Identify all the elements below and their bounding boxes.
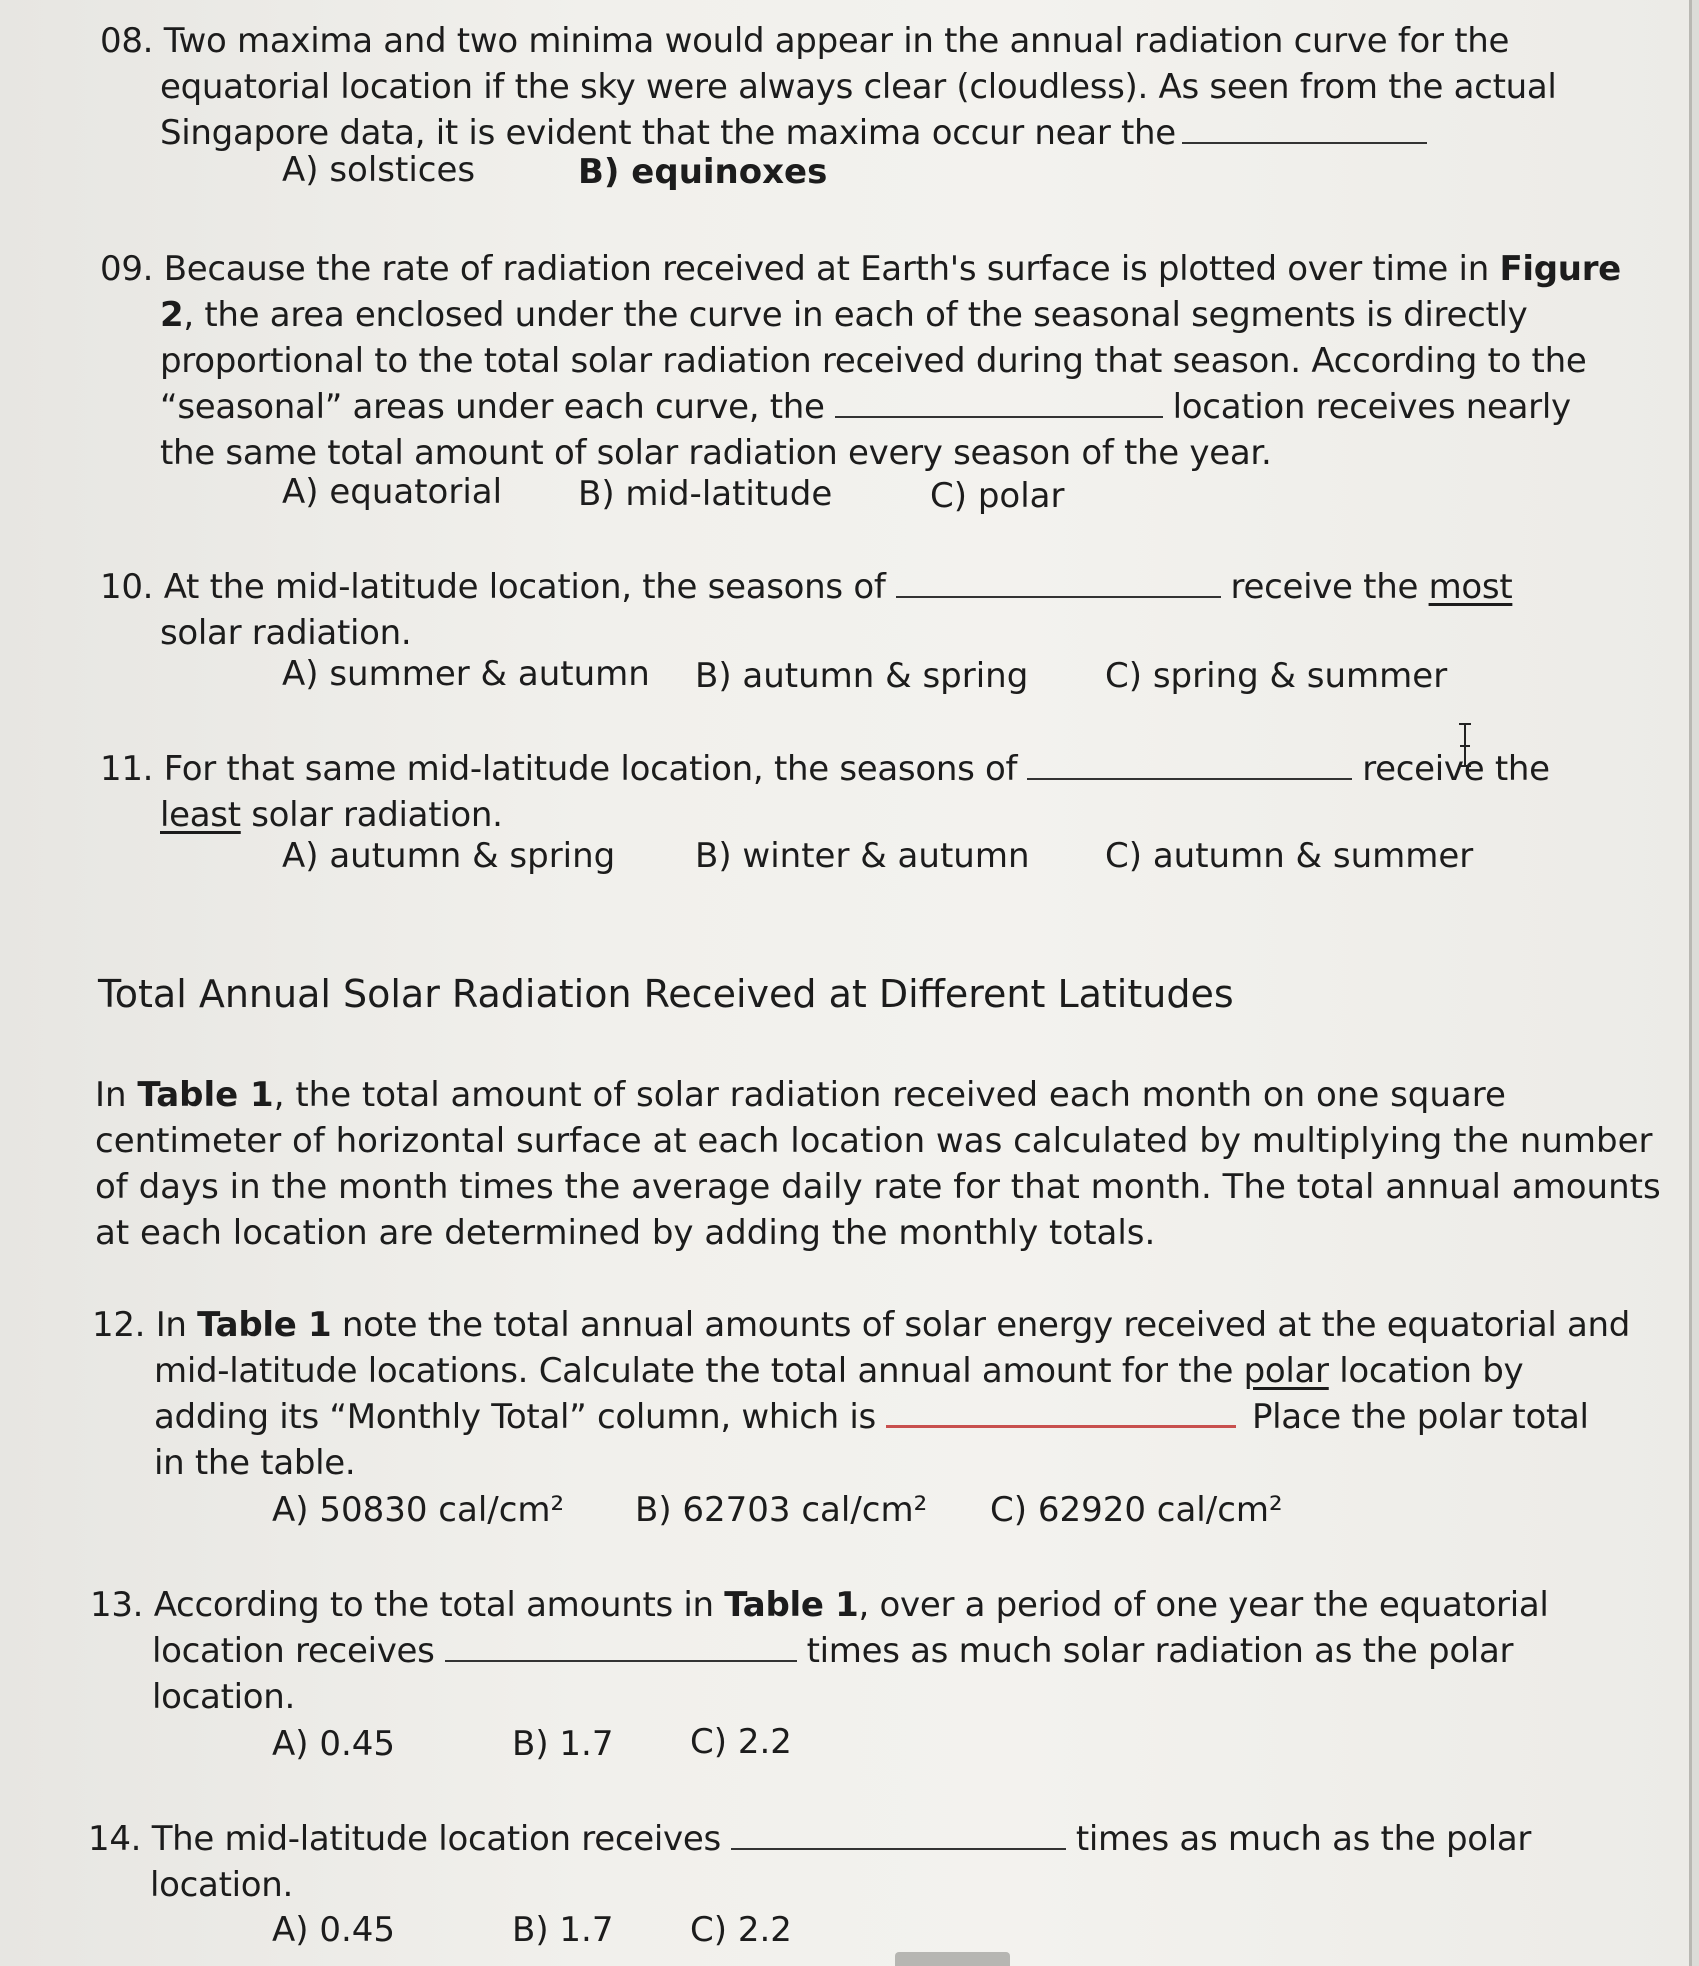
question-12 (92, 1302, 1630, 1486)
question-10 (100, 564, 1512, 656)
paragraph-text: , the total amount of solar radiation received each month on one square (273, 1075, 1506, 1115)
question-number: 11. (100, 749, 154, 789)
question-text: note the total annual amounts of solar energy received at the equatorial and (331, 1305, 1631, 1345)
question-text: , the area enclosed under the curve in each of the seasonal segments is directly (183, 295, 1528, 335)
question-text: mid-latitude locations. Calculate the total annual amount for the (154, 1351, 1244, 1391)
scroll-tab[interactable] (895, 1952, 1010, 1966)
answer-blank[interactable] (731, 1847, 1066, 1850)
paragraph-text: at each location are determined by adding the monthly totals. (95, 1213, 1156, 1253)
question-text: , over a period of one year the equatorial (858, 1585, 1549, 1625)
option-c[interactable]: C) spring & summer (1105, 656, 1448, 696)
table-reference: Table 1 (724, 1585, 859, 1625)
figure-reference: 2 (160, 295, 184, 335)
question-text: solar radiation. (240, 795, 503, 835)
option-c[interactable]: C) polar (930, 476, 1065, 516)
question-text: Because the rate of radiation received at Earth's surface is plotted over time in (163, 249, 1500, 289)
question-number: 13. (90, 1585, 144, 1625)
question-number: 09. (100, 249, 154, 289)
question-14 (88, 1816, 1531, 1908)
option-b[interactable]: B) autumn & spring (695, 656, 1029, 696)
question-text: Place the polar total (1251, 1397, 1589, 1437)
answer-blank[interactable] (835, 415, 1163, 418)
question-text: For that same mid-latitude location, the seasons of (163, 749, 1018, 789)
figure-reference: Figure (1499, 249, 1621, 289)
answer-blank[interactable] (886, 1424, 1236, 1428)
question-text: According to the total amounts in (153, 1585, 725, 1625)
section-paragraph (95, 1072, 1661, 1256)
question-text: in the table. (154, 1443, 356, 1483)
option-a[interactable]: A) equatorial (282, 472, 503, 512)
option-c[interactable]: C) autumn & summer (1105, 836, 1474, 876)
emphasis-least: least (160, 795, 241, 835)
emphasis-polar: polar (1243, 1351, 1329, 1391)
option-a[interactable]: A) summer & autumn (282, 654, 650, 694)
option-c[interactable]: C) 62920 cal/cm² (990, 1490, 1283, 1530)
question-number: 14. (88, 1819, 142, 1859)
question-text: the same total amount of solar radiation every season of the year. (160, 433, 1272, 473)
option-c[interactable]: C) 2.2 (690, 1722, 792, 1762)
question-09 (100, 246, 1621, 476)
option-b[interactable]: B) 1.7 (512, 1910, 614, 1950)
table-reference: Table 1 (197, 1305, 332, 1345)
option-a[interactable]: A) 0.45 (272, 1724, 396, 1764)
section-heading: Total Annual Solar Radiation Received at Different Latitudes (98, 972, 1234, 1016)
question-text: “seasonal” areas under each curve, the (160, 387, 825, 427)
option-c[interactable]: C) 2.2 (690, 1910, 792, 1950)
question-text: location receives nearly (1172, 387, 1571, 427)
option-a[interactable]: A) 0.45 (272, 1910, 396, 1950)
option-a[interactable]: A) autumn & spring (282, 836, 616, 876)
table-reference: Table 1 (137, 1075, 274, 1115)
question-text: location by (1328, 1351, 1524, 1391)
answer-blank[interactable] (1027, 777, 1352, 780)
question-08 (100, 18, 1557, 156)
option-b[interactable]: B) equinoxes (578, 152, 828, 192)
question-text: Two maxima and two minima would appear in the annual radiation curve for the (163, 21, 1510, 61)
option-b[interactable]: B) 62703 cal/cm² (635, 1490, 928, 1530)
question-text: times as much as the polar (1075, 1819, 1532, 1859)
option-a[interactable]: A) solstices (282, 150, 476, 190)
question-11 (100, 746, 1550, 838)
question-text: times as much solar radiation as the polar (806, 1631, 1514, 1671)
question-text: receive the (1362, 749, 1550, 789)
question-text: location. (152, 1677, 296, 1717)
question-text: location receives (152, 1631, 435, 1671)
answer-blank[interactable] (1182, 141, 1427, 144)
question-text: receive the (1230, 567, 1429, 607)
question-text: In (155, 1305, 198, 1345)
option-b[interactable]: B) mid-latitude (578, 474, 833, 514)
question-text: solar radiation. (160, 613, 412, 653)
question-text: location. (150, 1865, 294, 1905)
text-cursor-icon (1456, 722, 1474, 768)
question-number: 12. (92, 1305, 146, 1345)
question-number: 10. (100, 567, 154, 607)
question-text: proportional to the total solar radiation received during that season. According to the (160, 341, 1587, 381)
answer-blank[interactable] (445, 1659, 797, 1662)
question-text: The mid-latitude location receives (151, 1819, 721, 1859)
question-number: 08. (100, 21, 154, 61)
option-a[interactable]: A) 50830 cal/cm² (272, 1490, 565, 1530)
answer-blank[interactable] (896, 595, 1221, 598)
question-text: At the mid-latitude location, the seasons of (163, 567, 886, 607)
option-b[interactable]: B) 1.7 (512, 1724, 614, 1764)
option-b[interactable]: B) winter & autumn (695, 836, 1030, 876)
paragraph-text: of days in the month times the average daily rate for that month. The total annual amounts (95, 1167, 1661, 1207)
question-13 (90, 1582, 1549, 1720)
question-text: equatorial location if the sky were always clear (cloudless). As seen from the actual (160, 67, 1557, 107)
question-text: adding its “Monthly Total” column, which is (154, 1397, 876, 1437)
question-text: Singapore data, it is evident that the maxima occur near the (160, 113, 1176, 153)
paragraph-text: In (95, 1075, 138, 1115)
emphasis-most: most (1428, 567, 1513, 607)
paragraph-text: centimeter of horizontal surface at each location was calculated by multiplying the number (95, 1121, 1653, 1161)
